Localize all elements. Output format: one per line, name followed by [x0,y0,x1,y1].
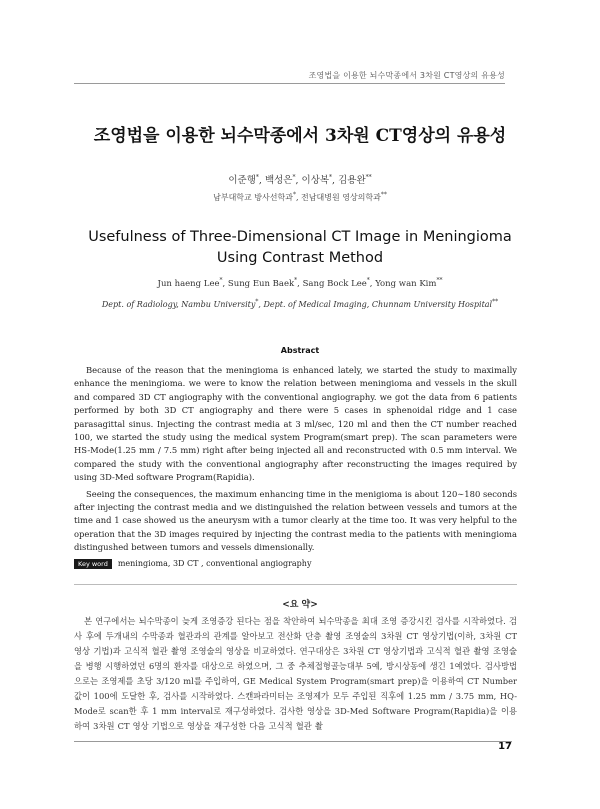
author-ko-1: 이준행 [228,175,256,186]
author-ko-4: 김용완 [338,175,366,186]
abstract-heading: Abstract [280,346,320,355]
running-head: 조영법을 이용한 뇌수막종에서 3차원 CT영상의 유용성 [308,71,505,80]
affiliation-en-1-mark: * [255,298,259,306]
author-en-1: Jun haeng Lee [157,279,220,289]
affiliations-english: Dept. of Radiology, Nambu University*, Dept. of Medical Imaging, Chunnam University Hospital** [101,298,499,309]
summary-divider [74,584,517,585]
author-en-4-mark: ** [436,277,443,285]
author-ko-3: 이상복 [301,175,330,186]
footer-rule [74,741,512,742]
keywords-text: meningioma, 3D CT , conventional angiography [117,559,312,568]
author-ko-3-mark: * [329,173,333,181]
page-number: 17 [498,741,512,752]
author-en-1-mark: * [219,277,223,285]
abstract-paragraph-1: Because of the reason that the meningioma is enhanced lately, we started the study to maximally enhance the meningioma. we were to know the relation between meningioma and vessels in the skull and compared 3D CT angiography with the conventional angiography. we got the data from 6 patients performed by both 3D CT angiography and there were 5 cases in sphenoidal ridge and 1 case parasagittal sinus. Injecting the contrast media at 3 ml/sec, 120 ml and then the CT number reached 100, we started the study using the medical system Program(smart prep). The scan parameters were HS-Mode(1.25 mm / 7.5 mm) right after being injected all and reconstructed with 0.5 mm interval. We compared the study with the conventional angiography after reconstructing the images required by using 3D-Med software Program(Rapidia). [74,365,517,483]
title-english [80,227,520,269]
summary-heading: <요 약> [282,600,318,610]
abstract-body [74,364,517,558]
authors-korean: 이준행*, 백성은*, 이상복*, 김용완** [228,173,372,186]
author-en-3-mark: * [366,277,370,285]
keyword-badge: Key word [74,559,112,569]
author-en-4: Yong wan Kim [375,279,437,289]
keyword-row [74,559,311,569]
author-ko-2-mark: * [292,173,296,181]
affiliation-en-2: Dept. of Medical Imaging, Chunnam University Hospital [263,300,493,309]
author-ko-1-mark: * [255,173,259,181]
author-en-2-mark: * [294,277,298,285]
affiliation-en-1: Dept. of Radiology, Nambu University [101,300,256,309]
affiliation-ko-2: 전남대병원 영상의학과 [301,193,381,202]
title-english-line-1: Usefulness of Three-Dimensional CT Image in Meningioma [88,229,512,245]
title-korean: 조영법을 이용한 뇌수막종에서 3차원 CT영상의 유용성 [93,126,507,146]
affiliation-ko-1-mark: * [292,191,296,199]
summary-paragraph: 본 연구에서는 뇌수막종이 늦게 조영증강 된다는 점을 착안하여 뇌수막종을 최대 조영 증강시킨 검사를 시작하였다. 검사 후에 두개내의 수막종과 혈관과의 관계를 알아보고 전산화 단층 촬영 조영술의 3차원 CT 영상기법(이하, 3차원 CT 영상 기법)과 고식적 혈관 촬영 조영술의 영상을 비교하였다. 연구대상은 3차원 CT 영상기법과 고식적 혈관 촬영 조영술을 병행 시행하였던 6명의 환자를 대상으로 하였으며, 그 중 추체접형골능대부 5예, 방시상동에 생긴 1예였다. 검사방법으로는 조영제를 초당 3/120 ml를 주입하여, GE Medical System Program(smart prep)을 이용하여 CT Number 값이 100에 도달한 후, 검사를 시작하였다. 스캔파라미터는 조영제가 모두 주입된 직후에 1.25 mm / 3.75 mm, HQ-Mode로 scan한 후 1 mm interval로 재구성하였다. 검사한 영상을 3D-Med Software Program(Rapidia)을 이용하여 3차원 CT 영상 기법으로 영상을 재구성한 다음 고식적 혈관 촬 [74,616,517,731]
author-ko-4-mark: ** [365,173,372,181]
affiliation-en-2-mark: ** [492,298,499,306]
summary-body [74,614,517,734]
author-en-3: Sang Bock Lee [302,279,367,289]
author-en-2: Sung Eun Baek [227,279,295,289]
author-ko-2: 백성은 [264,175,293,186]
affiliation-ko-2-mark: ** [380,191,387,199]
header-rule [74,83,505,84]
affiliations-korean: 남부대학교 방사선학과*, 전남대병원 영상의학과** [213,191,387,202]
title-english-line-2: Using Contrast Method [216,250,384,266]
affiliation-ko-1: 남부대학교 방사선학과 [213,193,293,202]
authors-english: Jun haeng Lee*, Sung Eun Baek*, Sang Bock Lee*, Yong wan Kim** [157,277,443,289]
abstract-paragraph-2: Seeing the consequences, the maximum enhancing time in the menigioma is about 120∼180 seconds after injecting the contrast media and we distinguished the relation between vessels and tumors at the time and 1 case showed us the aneurysm with a tumor clearly at the time too. It was very helpful to the operation that the 3D images required by injecting the contrast media to the patients with meningioma distingushed between tumors and vessels dimensionally. [74,488,517,553]
